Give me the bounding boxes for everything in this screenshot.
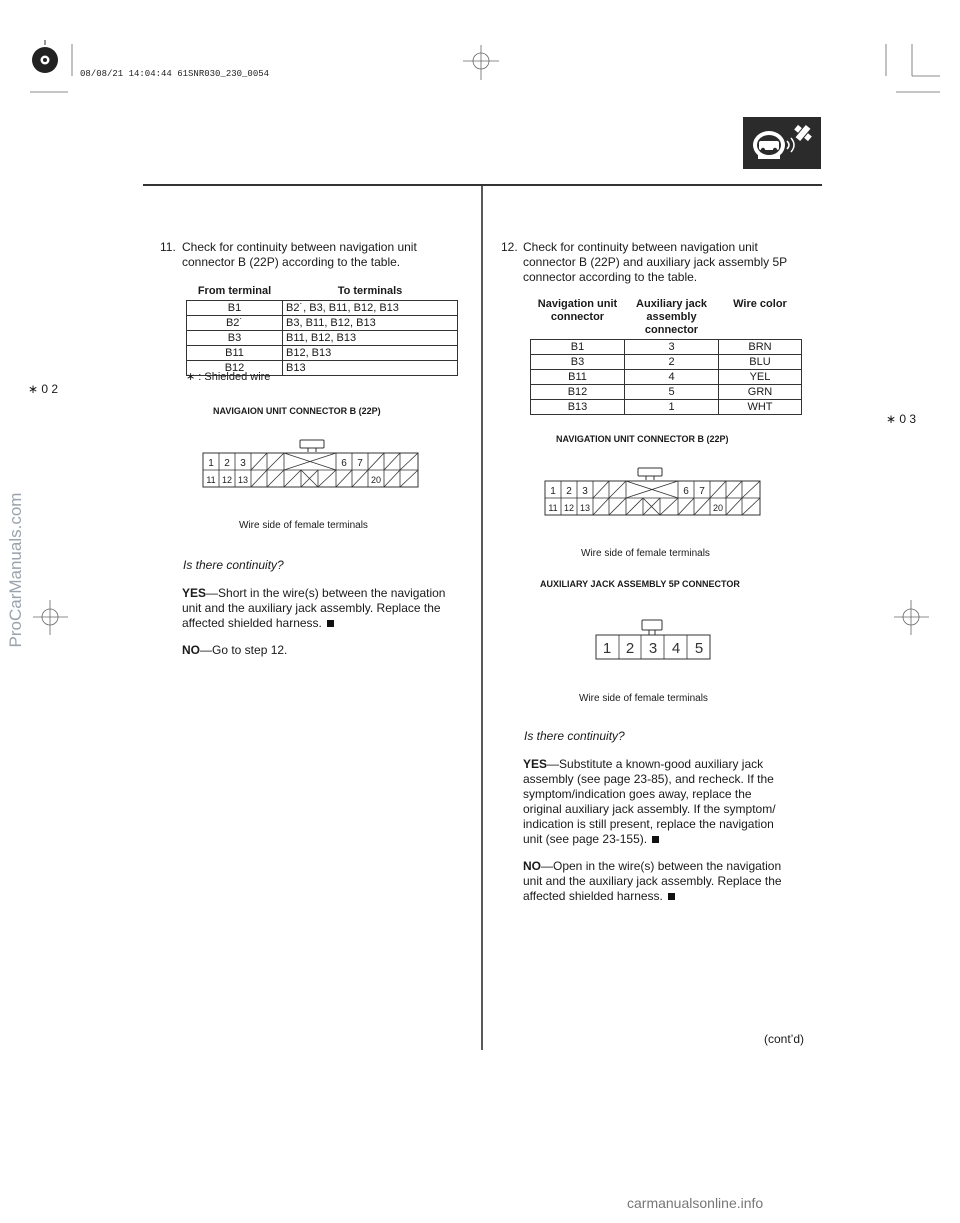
table-cell: BRN [719,340,802,355]
pin-label: 3 [240,458,246,469]
yes-label: YES [182,586,207,600]
pin-label: 4 [671,640,681,657]
step11-no-line [182,643,287,658]
no-label: NO [182,643,200,657]
end-square-icon [327,620,334,627]
step12-number: 12. [501,240,518,254]
step11-connector-title: NAVIGAION UNIT CONNECTOR B (22P) [213,406,381,416]
step12-no-line1 [523,859,781,874]
yes-text: Substitute a known-good auxiliary jack [559,757,764,771]
yes-text: affected shielded harness. [182,616,322,630]
pin-label: 6 [341,458,347,469]
step12-yes-line3: symptom/indication goes away, replace the [523,787,752,801]
pin-label: 11 [206,475,216,485]
step12-no-line2: unit and the auxiliary jack assembly. Replace the [523,874,782,888]
yes-text: Short in the wire(s) between the navigation [218,586,446,600]
table-header-aux: Auxiliary jack assembly connector [636,298,707,336]
table-cell: GRN [719,385,802,400]
step12-question: Is there continuity? [524,729,625,743]
table-cell: B11, B12, B13 [283,331,458,346]
registration-target-top-left [32,47,58,73]
table-cell: B3, B11, B12, B13 [283,316,458,331]
table-cell: B3 [187,331,283,346]
table-cell: B11 [187,346,283,361]
dash: — [541,859,553,873]
pin-label: 1 [602,640,612,657]
step12-yes-line2: assembly (see page 23-85), and recheck. If the [523,772,774,786]
table-cell: 4 [625,370,719,385]
step12-text-line1: Check for continuity between navigation unit [523,240,758,254]
registration-crosshair-right [894,600,929,635]
end-square-icon [668,893,675,900]
dash: — [547,757,560,771]
pin-label: 11 [548,503,558,513]
table-cell: B12 [531,385,625,400]
table-header-to: To terminals [337,285,403,297]
nav-unit-connector-22p-diagram [542,464,764,518]
footer-watermark: carmanualsonline.info [627,1195,764,1211]
step12-nav-connector-caption: Wire side of female terminals [581,548,710,559]
table-cell: B11 [531,370,625,385]
nav-unit-connector-22p-diagram [200,436,422,490]
table-cell: 3 [625,340,719,355]
pin-label: 3 [648,640,658,657]
registration-crosshair-top [463,45,499,80]
step12-text-line2: connector B (22P) and auxiliary jack assembly 5P [523,255,788,269]
no-text: affected shielded harness. [523,889,663,903]
step11-text-line1: Check for continuity between navigation unit [182,240,417,254]
continued-label: (cont’d) [764,1032,805,1046]
table-header-nav: Navigation unit connector [537,298,618,323]
pin-label: 7 [699,486,705,497]
table-cell: B1 [531,340,625,355]
pin-label: 1 [208,458,214,469]
table-cell: B13 [531,400,625,415]
table-row [531,385,802,400]
step12-yes-line4: original auxiliary jack assembly. If the symptom/ [523,802,776,816]
table-cell: B2˙ [187,316,283,331]
step11-number: 11. [160,240,176,254]
end-square-icon [652,836,659,843]
table-row [531,340,802,355]
step11-yes-line3 [182,616,334,631]
step12-no-line3 [523,889,675,904]
registration-crosshair-left [33,600,68,635]
table-cell: BLU [719,355,802,370]
no-label: NO [523,859,541,873]
side-watermark: ProCarManuals.com [6,492,25,648]
step11-continuity-table [186,283,458,376]
pin-label: 12 [221,475,233,485]
no-text: Open in the wire(s) between the navigation [553,859,782,873]
table-cell: B3 [531,355,625,370]
pin-label: 12 [563,503,575,513]
step12-yes-line5: indication is still present, replace the navigation [523,817,774,831]
pin-label: 20 [712,503,724,513]
step12-aux-connector-title: AUXILIARY JACK ASSEMBLY 5P CONNECTOR [540,579,740,589]
pin-label: 1 [550,486,556,497]
step11-connector-caption: Wire side of female terminals [239,520,368,531]
page-mark-left: ∗ 0 2 [28,382,59,396]
pin-label: 6 [683,486,689,497]
pin-label: 13 [237,475,249,485]
table-row [531,370,802,385]
table-row [531,400,802,415]
print-stamp: 08/08/21 14:04:44 61SNR030_230_0054 [80,69,270,79]
table-cell: 5 [625,385,719,400]
table-cell: WHT [719,400,802,415]
step11-yes-line1 [182,586,445,601]
step12-aux-connector-caption: Wire side of female terminals [579,693,708,704]
table-cell: B12 [187,361,283,376]
table-cell: 1 [625,400,719,415]
step12-nav-connector-title: NAVIGATION UNIT CONNECTOR B (22P) [556,434,729,444]
step12-yes-line1 [523,757,763,772]
pin-label: 2 [625,640,635,657]
table-row [187,301,458,316]
no-text: Go to step 12. [212,643,288,657]
step12-wiring-table [530,296,802,415]
table-cell: B12, B13 [283,346,458,361]
pin-label: 13 [579,503,591,513]
table-row [531,355,802,370]
shielded-wire-footnote: ∗ : Shielded wire [186,371,271,383]
yes-label: YES [523,757,548,771]
pin-label: 20 [370,475,382,485]
table-cell: B1 [187,301,283,316]
table-cell: B2˙, B3, B11, B12, B13 [283,301,458,316]
pin-label: 7 [357,458,363,469]
dash: — [200,643,212,657]
pin-label: 3 [582,486,588,497]
aux-jack-connector-5p-diagram [594,618,714,662]
table-cell: 2 [625,355,719,370]
dash: — [206,586,219,600]
pin-label: 2 [566,486,572,497]
table-cell: YEL [719,370,802,385]
step11-question: Is there continuity? [183,558,284,572]
page-mark-right: ∗ 0 3 [886,412,917,426]
navigation-section-icon [743,117,821,169]
pin-label: 5 [694,640,704,657]
step11-yes-line2: unit and the auxiliary jack assembly. Replace the [182,601,441,615]
table-row [187,346,458,361]
yes-text: unit (see page 23-155). [523,832,648,846]
step12-yes-line6 [523,832,659,847]
table-row [187,316,458,331]
table-header-color: Wire color [733,298,787,310]
table-cell: B13 [283,361,458,376]
step11-text-line2: connector B (22P) according to the table. [182,255,401,269]
step12-text-line3: connector according to the table. [523,270,698,284]
pin-label: 2 [224,458,230,469]
table-header-from: From terminal [197,285,272,297]
table-row [187,331,458,346]
